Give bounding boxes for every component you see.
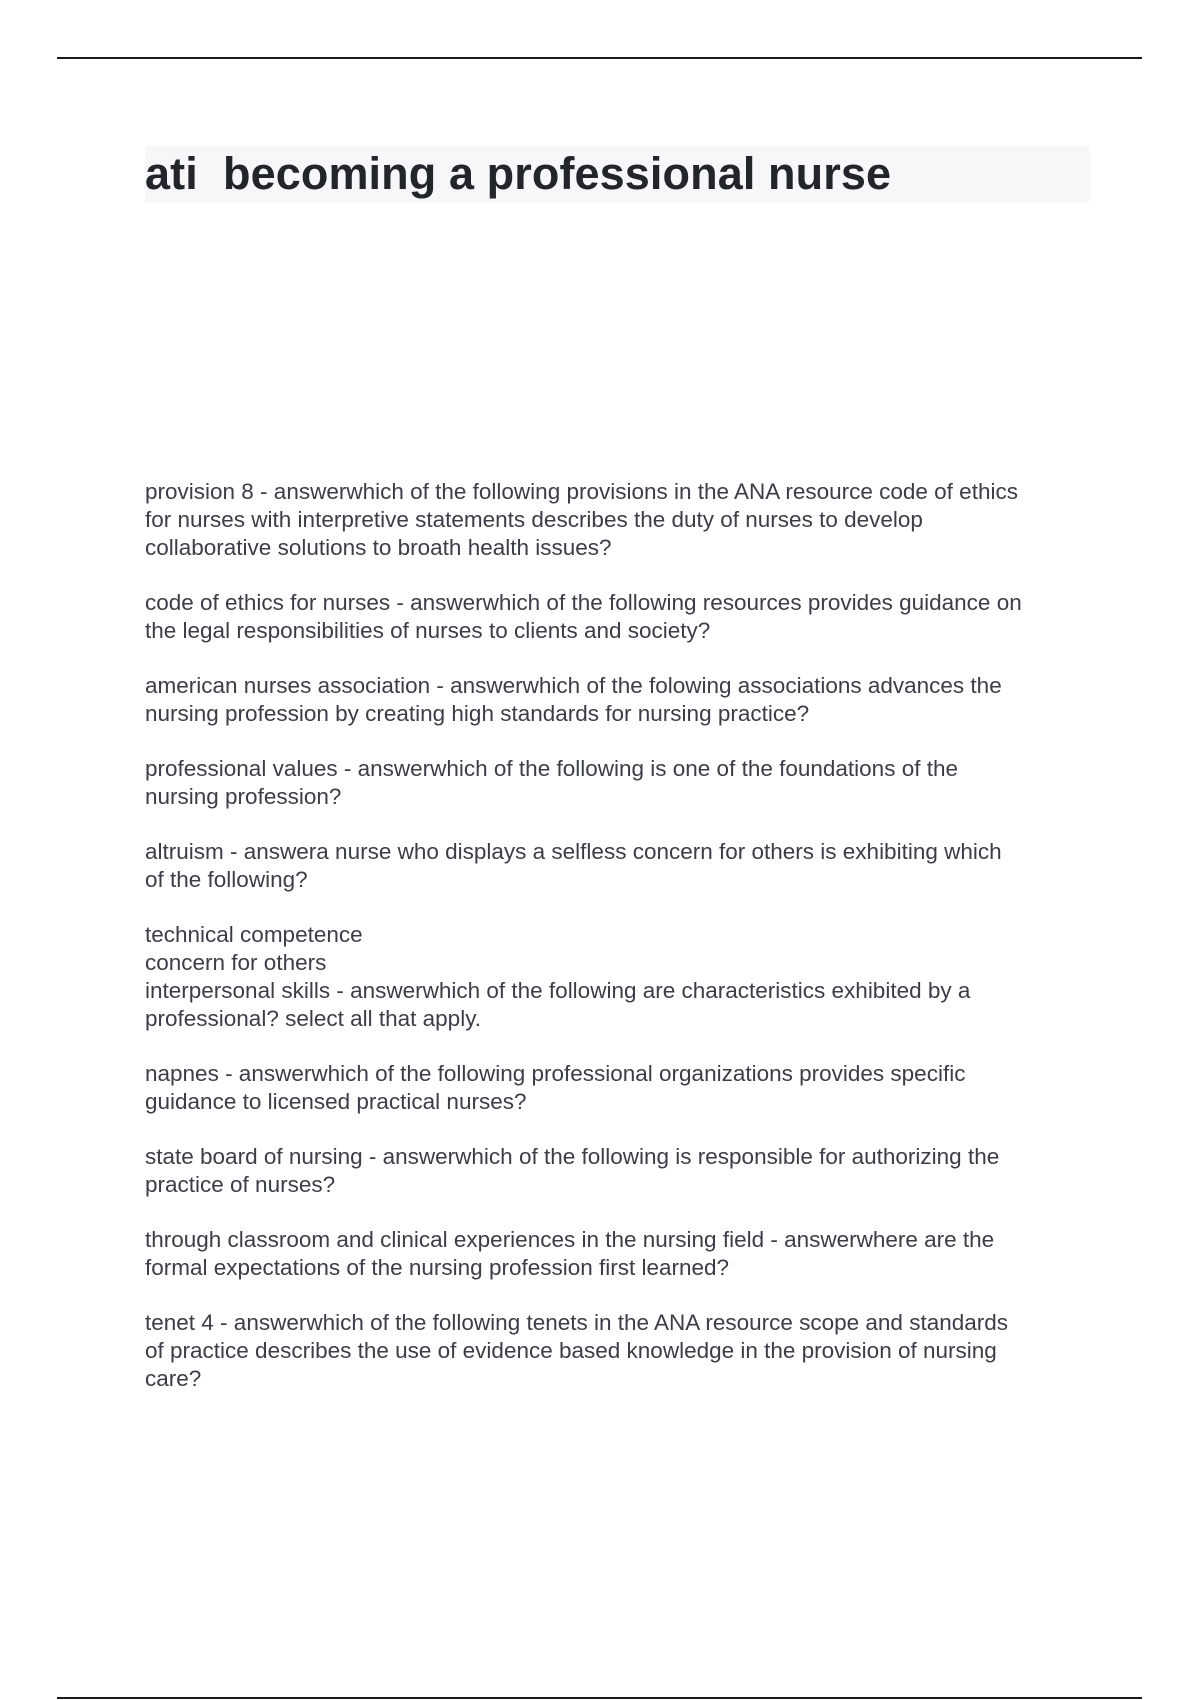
qa-list: [145, 478, 1095, 1420]
top-rule: [57, 57, 1142, 59]
bottom-rule: [57, 1697, 1142, 1699]
qa-entry-6: technical competence concern for others interpersonal skills - answerwhich of the following are characteristics exhibited by a professional? select all that apply.: [145, 922, 971, 1031]
document-title: ati becoming a professional nurse: [145, 148, 892, 199]
qa-entry-2: code of ethics for nurses - answerwhich of the following resources provides guidance on the legal responsibilities of nurses to clients and society?: [145, 590, 1022, 643]
qa-entry-7: napnes - answerwhich of the following professional organizations provides specific guidance to licensed practical nurses?: [145, 1061, 966, 1114]
qa-entry-8: state board of nursing - answerwhich of the following is responsible for authorizing the practice of nurses?: [145, 1144, 1000, 1197]
qa-entry-9: through classroom and clinical experiences in the nursing field - answerwhere are the formal expectations of the nursing profession first learned?: [145, 1227, 995, 1280]
qa-entry-10: tenet 4 - answerwhich of the following tenets in the ANA resource scope and standards of practice describes the use of evidence based knowledge in the provision of nursing care?: [145, 1310, 1009, 1391]
qa-entry-1: provision 8 - answerwhich of the following provisions in the ANA resource code of ethics for nurses with interpretive statements describes the duty of nurses to develop collaborative solutions to broath health issues?: [145, 479, 1018, 560]
qa-entry-4: professional values - answerwhich of the following is one of the foundations of the nursing profession?: [145, 756, 958, 809]
qa-entry-5: altruism - answera nurse who displays a selfless concern for others is exhibiting which of the following?: [145, 839, 1002, 892]
qa-entry-3: american nurses association - answerwhich of the folowing associations advances the nursing profession by creating high standards for nursing practice?: [145, 673, 1002, 726]
